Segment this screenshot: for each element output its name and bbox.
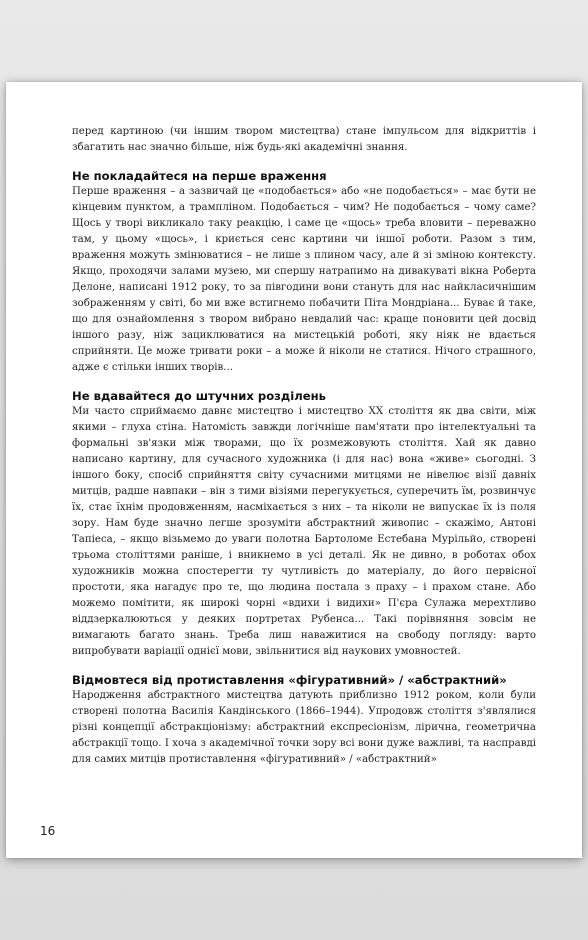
section-body: Народження абстрактного мистецтва датують приблизно 1912 роком, коли були створені полотна Василія Кандінського (1866–1944). Упродовж століття з'являлися різні концепції абстракціонізму: абстрактний експресіонізм, лірична, геометрична абстракції тощо. І хоча з академічної точки зору всі вони дуже важливі, та насправді для самих митців протиставлення «фігуративний» / «абстрактний» (72, 690, 536, 765)
section-body: Перше враження – а зазвичай це «подобається» або «не подобається» – має бути не кінцевим пунктом, а трампліном. Подобається – чим? Не подобається – чому саме? Щось у творі викликало таку реакцію, і саме це «щось» треба вловити – переважно там, у цьому «щось», і криється сенс картини чи іншої роботи. Разом з тим, враження можуть змінюватися – не лише з плином часу, але й зі зміною контексту. Якщо, проходячи залами музею, ми спершу натрапимо на дивакуваті вікна Роберта Делоне, написані 1912 року, то за півгодини вони стануть для нас найкласичнішим зображенням у світі, бо ми вже встигнемо побачити Піта Мондріана... Буває й таке, що для ознайомлення з твором вибрано невдалий час: краще поновити цей досвід іншого разу, ніж зациклюватися на мистецькій роботі, яку ніяк не вдається сприйняти. Це може тривати роки – а може й ніколи не статися. Нічого страшного, адже є стільки інших творів... (72, 186, 536, 373)
page-content (72, 124, 536, 780)
lead-paragraph: перед картиною (чи іншим твором мистецтва) стане імпульсом для відкриттів і збагатить нас значно більше, ніж будь-які академічні знання. (72, 126, 536, 153)
section-first-impression (72, 168, 536, 376)
book-page (6, 82, 582, 858)
section-heading: Відмовтеся від протиставлення «фігуративний» / «абстрактний» (72, 673, 507, 687)
section-figurative-abstract (72, 672, 536, 768)
section-heading: Не вдавайтеся до штучних розділень (72, 389, 326, 403)
section-artificial-divisions (72, 388, 536, 660)
section-heading: Не покладайтеся на перше враження (72, 169, 327, 183)
section-body: Ми часто сприймаємо давнє мистецтво і мистецтво XX століття як два світи, між якими – глуха стіна. Натомість завжди логічніше пам'ятати про інтелектуальні та формальні зв'язки між творами, що їх розмежовують століття. Хай як давно написано картину, для сучасного художника (і для нас) вона «живе» сьогодні. З іншого боку, спосіб сприйняття світу сучасними митцями не нівелює візії давніх митців, радше навпаки – він з тими візіями перегукується, суперечить їм, розвинчує їх, стає їхнім продовженням, насміхається з них – та ніколи не випускає їх із поля зору. Нам буде значно легше зрозуміти абстрактний живопис – скажімо, Антоні Тапіеса, – якщо візьмемо до уваги полотна Бартоломе Естебана Мурільйо, створені трьома століттями раніше, і вникнемо в усі деталі. Як не дивно, в роботах обох художників можна спостерегти ту чутливість до матеріалу, до його первісної простоти, яка нагадує про те, що людина постала з праху – і прахом стане. Або можемо помітити, як широкі чорні «вдихи і видихи» П'єра Сулажа мерехтливо віддзеркалюються у деяких портретах Рубенса... Такі порівняння зовсім не вимагають багато знань. Треба лиш наважитися на свободу погляду: варто випробувати варіації однієї мови, звільнитися від наукових умовностей. (72, 406, 536, 657)
page-number: 16 (40, 824, 56, 838)
